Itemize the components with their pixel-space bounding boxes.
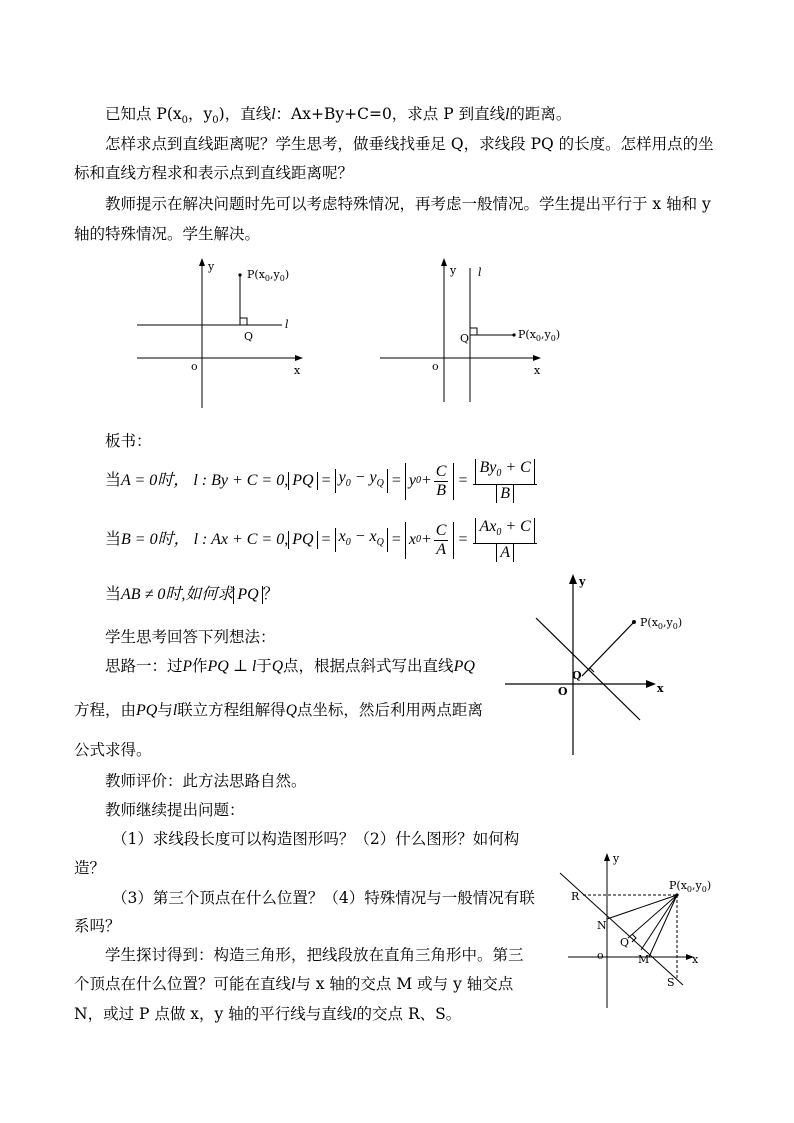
idea1-line1: 思路一：过P作PQ ⊥ l于Q点，根据点斜式写出直线PQ	[105, 657, 475, 675]
paragraph-hint-line1: 教师提示在解决问题时先可以考虑特殊情况，再考虑一般情况。学生提出平行于 x 轴和 y	[105, 195, 711, 213]
fig4-p-label: $P(x_0,y_0)$	[669, 879, 712, 894]
fig3-y-label: y	[579, 575, 586, 588]
fig3-origin-label: O	[558, 685, 568, 698]
fig1-p-label: $P(x_0,y_0)$	[247, 268, 290, 283]
fig1-q-label: Q	[244, 330, 254, 343]
fig4-x-label: x	[692, 953, 699, 966]
formula-case-a: 当 A = 0时， l : By + C = 0, PQ = $y_0 - y_Q$ = y 0 + $\frac{C}{B}$ = $\frac{By_0 + C}{B}$	[105, 458, 539, 504]
fig4-q-label: Q	[620, 936, 630, 949]
fig4-origin-label: o	[597, 949, 604, 962]
teacher-continue: 教师继续提出问题：	[105, 801, 245, 819]
fig4-y-label: y	[613, 852, 620, 865]
paragraph-question-line2: 标和直线方程求和表示点到直线距离呢？	[74, 164, 354, 182]
fig3-q-label: Q	[572, 669, 582, 682]
fig4-r-label: R	[571, 890, 580, 903]
fig3-x-label: x	[657, 682, 664, 695]
formula-case-ab: 当AB ≠ 0时,如何求 PQ ？	[105, 586, 279, 603]
conclusion-line3: N，或过 P 点做 x，y 轴的平行线与直线l的交点 R、S。	[74, 1005, 462, 1023]
question-3-4-line1: （3）第三个顶点在什么位置？（4）特殊情况与一般情况有联	[112, 889, 535, 907]
fig4-n-label: N	[597, 919, 607, 932]
formula-case-b: 当 B = 0时， l : Ax + C = 0, PQ = $x_0 - x_Q$ = x 0 + $\frac{C}{A}$ = $\frac{Ax_0 + C}{A}$	[105, 517, 539, 563]
student-think: 学生思考回答下列想法：	[105, 628, 276, 646]
paragraph-question-line1: 怎样求点到直线距离呢？学生思考，做垂线找垂足 Q，求线段 PQ 的长度。怎样用点的坐	[105, 135, 714, 153]
question-1-2-line1: （1）求线段长度可以构造图形吗？（2）什么图形？如何构	[112, 830, 520, 848]
fig2-l-label: l	[478, 266, 482, 279]
fig1-l-label: l	[285, 318, 289, 331]
question-3-4-line2: 系吗？	[74, 917, 121, 935]
conclusion-line1: 学生探讨得到：构造三角形，把线段放在直角三角形中。第三	[105, 946, 524, 964]
fig1-y-label: y	[208, 260, 215, 273]
fig2-y-label: y	[450, 264, 457, 277]
board-label: 板书：	[105, 432, 152, 450]
fig2-x-label: x	[534, 364, 541, 377]
fig2-p-label: $P(x_0,y_0)$	[518, 328, 561, 343]
fig4-s-label: S	[667, 976, 675, 989]
idea1-line3: 公式求得。	[74, 741, 152, 759]
question-1-2-line2: 造？	[74, 859, 106, 877]
paragraph-given: 已知点 $P(x_0$，$y_0$)，直线l：Ax+By+C=0，求点 P 到直线l的距离。	[105, 105, 572, 127]
conclusion-line2: 个顶点在什么位置？可能在直线l与 x 轴的交点 M 或与 y 轴交点	[74, 975, 514, 993]
fig3-p-label: $P(x_0,y_0)$	[640, 616, 683, 631]
idea1-line2: 方程，由PQ与l联立方程组解得Q点坐标，然后利用两点距离	[74, 701, 483, 719]
teacher-eval: 教师评价：此方法思路自然。	[105, 772, 307, 790]
fig1-origin-label: o	[191, 360, 198, 373]
paragraph-hint-line2: 轴的特殊情况。学生解决。	[74, 225, 261, 243]
fig1-x-label: x	[294, 364, 301, 377]
fig2-q-label: Q	[460, 332, 470, 345]
fig2-origin-label: o	[432, 360, 439, 373]
fig4-m-label: M	[638, 953, 650, 966]
